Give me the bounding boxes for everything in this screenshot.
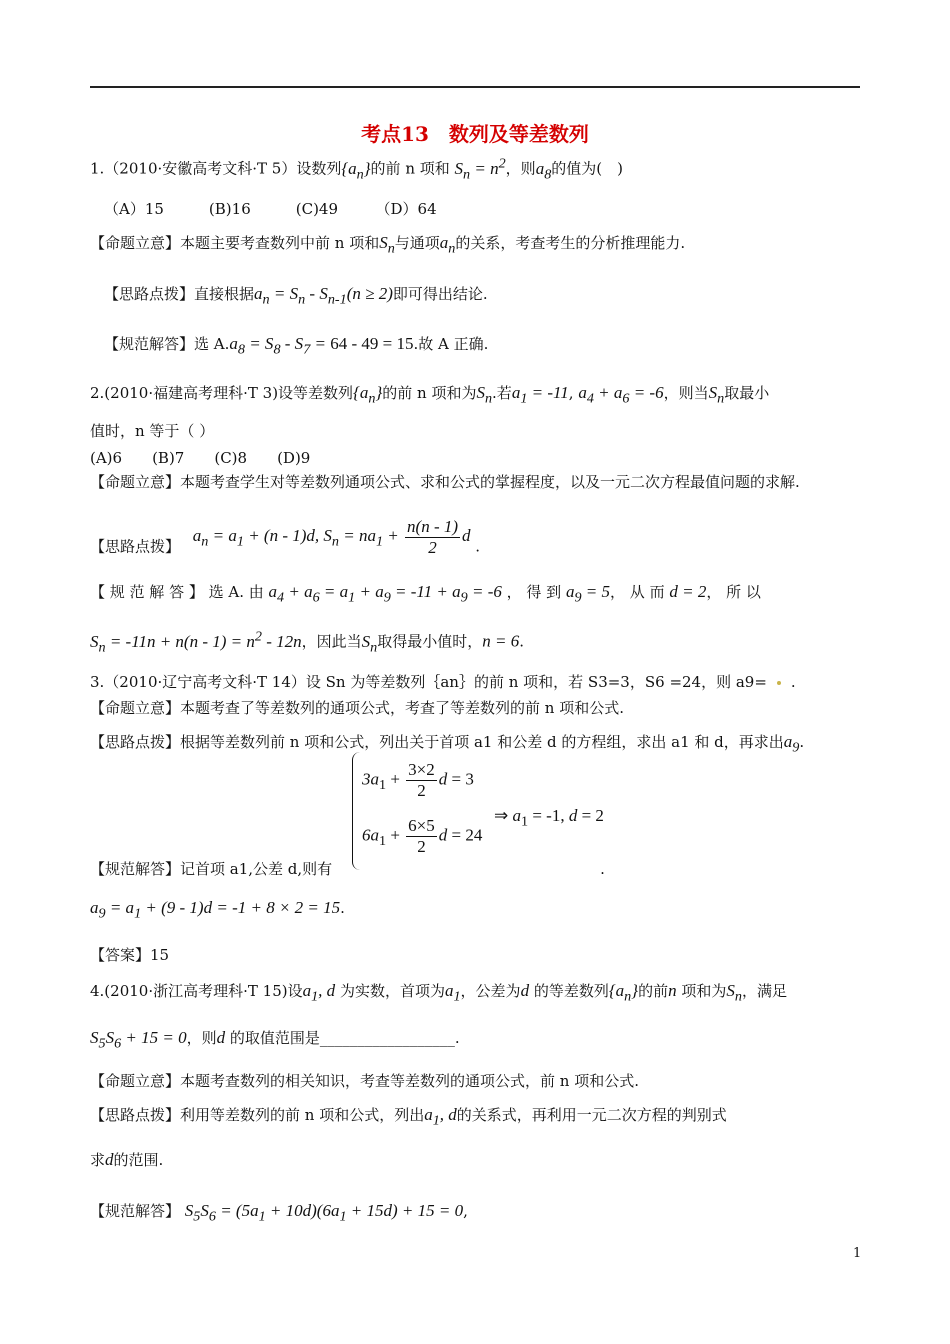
q2-solution-2: $S_n = -11n + n(n - 1) = n^2 - 12n$，因此当$S_n$取得最小值时，n = 6. [90,628,525,656]
blank-mark-icon [777,681,781,685]
q1-intent: 【命题立意】本题主要考查数列中前 n 项和$S_n$与通项$a_n$的关系，考查考生的分析推理能力. [90,233,686,257]
q2-options: (A)6 (B)7 (C)8 (D)9 [90,449,311,467]
q2-stem: 2.(2010·福建高考理科·T 3)设等差数列$\{a_n\}$的前 n 项和为$S_n$.若$a_1 = -11$, $a_4 + a_6 = -6$，则当$S_n$取最小 [90,383,770,407]
page-number: 1 [853,1246,862,1261]
q1-hint: 【思路点拨】直接根据$a_n = S_n - S_{n-1}(n \ge 2)$即可得出结论. [104,284,488,308]
q4-solution: 【规范解答】 $S_5S_6 = (5a_1 + 10d)(6a_1 + 15d) + 15 = 0$, [90,1201,468,1225]
q4-intent: 【命题立意】本题考查数列的相关知识，考查等差数列的通项公式，前 n 项和公式. [90,1072,639,1090]
q3-solution-2: $a_9 = a_1 + (9 - 1)d = -1 + 8 \times 2 = 15$. [90,898,345,922]
q2-intent: 【命题立意】本题考查学生对等差数列通项公式、求和公式的掌握程度，以及一元二次方程最值问题的求解. [90,473,800,491]
q1-stem: 1.（2010·安徽高考文科·T 5）设数列$\{a_n\}$的前 n 项和 $S_n = n^2$，则$a_8$的值为( ) [90,155,623,183]
q2-stem-2: 值时，n 等于（ ） [90,422,215,440]
header-rule [90,86,860,88]
q3-answer: 【答案】15 [90,946,170,964]
q3-stem: 3.（2010·辽宁高考文科·T 14）设 Sn 为等差数列｛an｝的前 n 项和，若 S3=3，S6 =24，则 a9= . [90,673,796,691]
q4-stem-2: $S_5S_6 + 15 = 0$，则d 的取值范围是__________________. [90,1028,460,1052]
q3-hint: 【思路点拨】根据等差数列前 n 项和公式，列出关于首项 a1 和公差 d 的方程组，求出 a1 和 d，再求出$a_9$. [90,732,805,756]
q2-hint: 【思路点拨】 $a_n = a_1 + (n - 1)d$, $S_n = na_1$ + $\frac{n(n - 1)}{2}$ d . [90,517,481,557]
q4-stem: 4.(2010·浙江高考理科·T 15)设$a_1$, d 为实数，首项为$a_1$，公差为d 的等差数列$\{a_n\}$的前n 项和为$S_n$，满足 [90,981,787,1005]
q3-intent: 【命题立意】本题考查了等差数列的通项公式，考查了等差数列的前 n 项和公式. [90,699,624,717]
page-title: 考点13 数列及等差数列 [361,122,589,146]
q3-solution: 【规范解答】记首项 a1,公差 d,则有 . [90,860,605,878]
q1-solution: 【规范解答】选 $A.a_8 = S_8 - S_7 = 64 - 49 = 15$.故 A 正确. [104,334,489,358]
answer-blank[interactable]: __________________ [319,1029,455,1047]
q1-options: （A）15 (B)16 (C)49 （D）64 [104,200,437,218]
q4-hint: 【思路点拨】利用等差数列的前 n 项和公式，列出$a_1$, d的关系式，再利用一元二次方程的判别式 [90,1105,727,1129]
q3-equation-system: $3a_1$ + $\frac{3\times 2}{2}$ d = 3 $6a_1$ + $\frac{6\times 5}{2}$ d = 24 ⇒ $a_1 = -1$, d = 2 [352,752,652,872]
q2-solution: 【 规 范 解 答 】 选 A. 由 $a_4 + a_6 = a_1 + a_9 = -11 + a_9 = -6$ ， 得 到 $a_9 = 5$， 从 而 d = 2， 所 以 [90,582,761,606]
q4-hint-2: 求d的范围. [90,1150,164,1169]
